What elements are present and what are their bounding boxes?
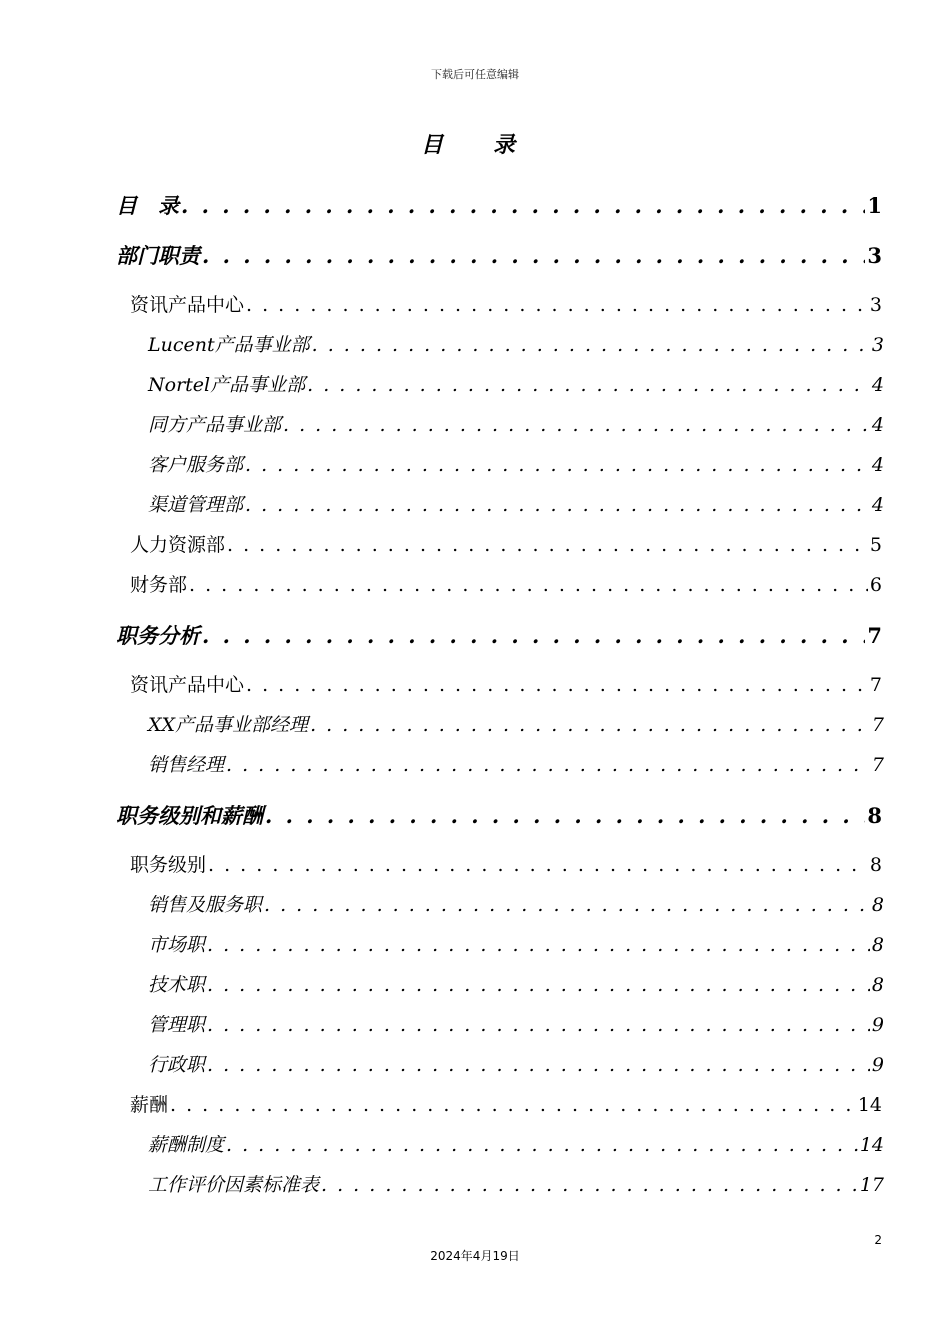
toc-leader: [208, 854, 868, 876]
toc-entry[interactable]: [0, 800, 950, 830]
toc-entry-page: 7: [867, 623, 882, 648]
footer-date: 2024年4月19日: [430, 1249, 520, 1263]
toc-entry[interactable]: [0, 970, 950, 997]
toc-entry[interactable]: [0, 330, 950, 357]
toc-entry-page: 9: [871, 1014, 884, 1036]
toc-leader: [181, 193, 865, 218]
toc-entry[interactable]: [0, 530, 950, 557]
page-number: 2: [874, 1233, 882, 1247]
toc-entry[interactable]: [0, 450, 950, 477]
toc-entry-text: 市场职: [148, 934, 206, 956]
toc-entry-page: 8: [871, 894, 884, 916]
toc-entry[interactable]: [0, 1130, 950, 1157]
toc-entry-text: 目 录: [116, 193, 179, 218]
toc-leader: [207, 934, 870, 956]
toc-entry-text: 销售及服务职: [148, 894, 263, 916]
toc-leader: [307, 374, 870, 396]
header-note: 下载后可任意编辑: [431, 68, 519, 81]
toc-leader: [207, 1014, 870, 1036]
toc-entry-text: 部门职责: [116, 243, 200, 268]
toc-entry-page: 6: [869, 574, 882, 596]
toc-leader: [245, 454, 870, 476]
toc-entry-page: 8: [867, 803, 882, 828]
toc-entry-page: 3: [867, 243, 882, 268]
toc-leader: [226, 754, 870, 776]
toc-entry[interactable]: [0, 490, 950, 517]
toc-leader: [245, 494, 870, 516]
toc-leader: [189, 574, 868, 596]
toc-entry-text: 薪酬制度: [148, 1134, 225, 1156]
toc-entry-page: 14: [857, 1094, 882, 1116]
toc-entry-page: 8: [869, 854, 882, 876]
toc-leader: [226, 1134, 858, 1156]
toc-entry-text: 资讯产品中心: [130, 294, 245, 316]
toc-leader: [207, 974, 870, 996]
toc-entry-text: 职务级别: [130, 854, 207, 876]
toc-entry[interactable]: [0, 890, 950, 917]
toc-leader: [283, 414, 870, 436]
toc-entry-text: 财务部: [130, 574, 188, 596]
toc-entry-page: 8: [871, 934, 884, 956]
toc-entry-text: 渠道管理部: [148, 494, 244, 516]
toc-leader: [312, 334, 870, 356]
toc-entry-text: Nortel产品事业部: [148, 374, 306, 396]
toc-leader: [246, 294, 868, 316]
toc-entry[interactable]: [0, 1050, 950, 1077]
toc-entry-page: 14: [859, 1134, 884, 1156]
toc-leader: [321, 1174, 858, 1196]
toc-entry-text: 同方产品事业部: [148, 414, 282, 436]
toc-entry-text: 薪酬: [130, 1094, 169, 1116]
toc-entry[interactable]: [0, 190, 950, 220]
toc-entry-page: 4: [871, 374, 884, 396]
toc-entry[interactable]: [0, 410, 950, 437]
toc-entry-page: 3: [869, 294, 882, 316]
toc-entry[interactable]: [0, 370, 950, 397]
toc-entry-page: 7: [869, 674, 882, 696]
toc-entry-text: 职务级别和薪酬: [116, 803, 263, 828]
toc-leader: [246, 674, 868, 696]
toc-entry[interactable]: [0, 1170, 950, 1197]
toc-entry[interactable]: [0, 670, 950, 697]
toc-leader: [310, 714, 870, 736]
toc-entry[interactable]: [0, 1010, 950, 1037]
toc-entry-page: 4: [871, 454, 884, 476]
toc-entry-text: 管理职: [148, 1014, 206, 1036]
toc-entry-page: 7: [871, 754, 884, 776]
toc-entry-text: 技术职: [148, 974, 206, 996]
toc-entry[interactable]: [0, 240, 950, 270]
toc-leader: [265, 803, 865, 828]
toc-entry[interactable]: [0, 930, 950, 957]
toc-leader: [207, 1054, 870, 1076]
toc-entry[interactable]: [0, 570, 950, 597]
toc-entry[interactable]: [0, 750, 950, 777]
toc-leader: [170, 1094, 856, 1116]
toc-entry-page: 5: [869, 534, 882, 556]
toc-entry-page: 17: [859, 1174, 884, 1196]
toc-entry-text: 工作评价因素标准表: [148, 1174, 320, 1196]
toc-entry-page: 4: [871, 494, 884, 516]
toc-leader: [202, 243, 865, 268]
toc-entry-page: 9: [871, 1054, 884, 1076]
toc-entry-text: 客户服务部: [148, 454, 244, 476]
toc-entry-text: 人力资源部: [130, 534, 226, 556]
toc-entry-page: 7: [871, 714, 884, 736]
toc-entry-page: 4: [871, 414, 884, 436]
toc-entry-text: 资讯产品中心: [130, 674, 245, 696]
toc-entry-text: 行政职: [148, 1054, 206, 1076]
toc-entry-text: 职务分析: [116, 623, 200, 648]
page-title: 目 录: [420, 132, 529, 158]
toc-entry-page: 1: [867, 193, 882, 218]
toc-entry-page: 8: [871, 974, 884, 996]
toc-leader: [227, 534, 868, 556]
toc-leader: [264, 894, 870, 916]
toc-entry-text: XX产品事业部经理: [148, 714, 309, 736]
toc-entry-page: 3: [871, 334, 884, 356]
toc-entry[interactable]: [0, 620, 950, 650]
toc-entry-text: 销售经理: [148, 754, 225, 776]
toc-entry[interactable]: [0, 850, 950, 877]
toc-entry-text: Lucent产品事业部: [148, 334, 310, 356]
toc-leader: [202, 623, 865, 648]
toc-entry[interactable]: [0, 290, 950, 317]
toc-entry[interactable]: [0, 710, 950, 737]
toc-entry[interactable]: [0, 1090, 950, 1117]
